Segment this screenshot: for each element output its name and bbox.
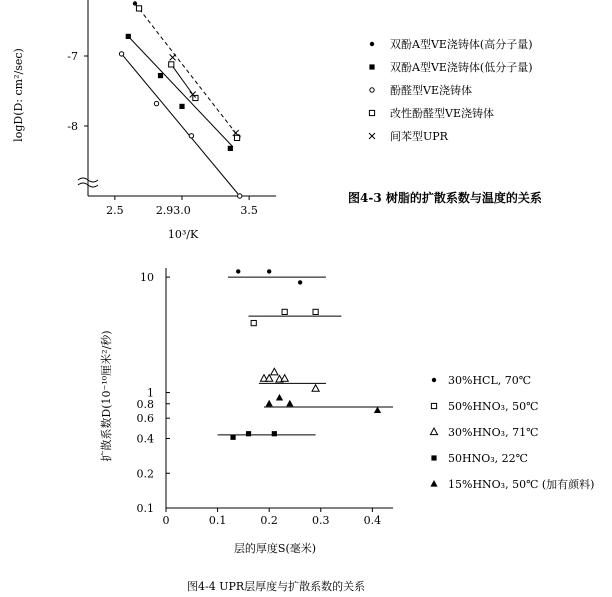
fig2-y-tick-label-0: 0.1 [136,502,154,515]
fig2-series-3-point-2 [272,431,277,436]
fig1-series-1-point-3-shape [228,146,233,151]
fig1-x-tick-label-0: 2.5 [106,204,124,217]
fig2-x-tick-label-1: 0.1 [208,514,227,527]
fig1-x-tick-extra-label-0: 2.9 [155,204,174,217]
fig1-series-2-point-0 [119,52,123,56]
fig1-series-2-point-3 [238,194,242,198]
fig1-series-3-point-3-shape [234,135,239,140]
fig2-x-ticks [163,508,382,527]
fig1-series-3-point-1-shape [169,62,174,67]
fig2-legend-marker-1 [431,403,436,408]
fig1-series-3-point-2-shape [193,95,198,100]
fig1-series-0-point-0 [133,1,137,5]
fig2-series-2-point-1-shape [266,375,273,382]
fig1-x-tick-label-1: 3.0 [173,204,191,217]
fig2-xlabel: 层的厚度S(毫米) [233,542,317,555]
fig2-x-tick-label-4: 0.4 [363,514,382,527]
fig2-series-2-point-4-shape [281,375,288,382]
fig2-series-1-point-0 [251,320,256,325]
fig1-series-2-point-0-shape [119,52,123,56]
fig1-title: 图4-3 树脂的扩散系数与温度的关系 [348,191,542,205]
fig1-data-points [119,1,242,198]
fig1-series-2-point-1 [154,101,158,105]
fig2-legend-label-4: 15%HNO₃, 50℃ (加有颜料) [448,478,595,491]
fig2-series-4-point-2-shape [286,400,293,407]
fig1-xlabel: 10³/K [167,228,199,241]
fig2-series-2-point-4 [281,375,288,382]
fig2-series-4-point-1 [276,394,283,401]
fig2-series-0-point-2 [298,280,302,284]
fig1-fit-line-0 [135,4,238,137]
fig2-title: 图4-4 UPR层厚度与扩散系数的关系 [187,580,366,593]
fig1-series-3-point-0-shape [136,6,141,11]
fig2-legend-label-3: 50HNO₃, 22℃ [448,452,528,465]
fig2-y-tick-label-1: 0.2 [136,467,154,481]
fig1-series-1-point-0 [126,34,131,39]
fig1-legend [369,37,533,143]
fig2-y-tick-label-5: 1 [147,386,154,400]
fig2-series-3-point-2-shape [272,431,277,436]
fig1-legend-marker-4 [369,133,375,139]
fig2-x-tick-label-2: 0.2 [260,514,278,527]
figure-4-4 [99,268,594,593]
fig1-series-2-point-2-shape [189,134,193,138]
fig1-series-1-point-1-shape [158,73,163,78]
fig1-legend-marker-0-shape [370,42,374,46]
fig2-series-3-point-0-shape [230,435,235,440]
fig1-legend-label-1: 双酚A型VE浇铸体(低分子量) [390,61,533,74]
fig1-legend-label-2: 酚醛型VE浇铸体 [390,84,472,97]
fig2-y-tick-label-6: 10 [140,271,154,285]
fig1-legend-label-3: 改性酚醛型VE浇铸体 [390,107,494,120]
fig1-legend-label-0: 双酚A型VE浇铸体(高分子量) [390,38,533,51]
fig2-series-2-point-1 [266,375,273,382]
fig2-legend-marker-3-shape [431,455,436,460]
fig2-series-1-point-1 [282,309,287,314]
fig2-legend-marker-4 [430,480,437,487]
fig2-series-0-point-0 [236,269,240,273]
fig1-x-tick-label-2: 3.5 [240,204,258,217]
fig1-legend-marker-2 [370,88,374,92]
fig1-series-2-point-1-shape [154,101,158,105]
fig1-series-2-point-3-shape [238,194,242,198]
fig1-legend-marker-1 [369,64,374,69]
fig1-series-2-point-2 [189,134,193,138]
fig2-legend-marker-2 [430,428,437,435]
fig2-legend-label-2: 30%HNO₃, 71℃ [448,426,539,439]
fig1-legend-marker-3-shape [369,110,374,115]
fig2-legend-label-1: 50%HNO₃, 50℃ [448,400,539,413]
fig2-ylabel: 扩散系数D(10⁻¹⁰厘米²/秒) [100,330,113,462]
fig2-series-2-point-5-shape [312,385,319,392]
fig2-data-points [230,269,381,440]
fig2-series-3-point-1 [246,431,251,436]
fig1-x-ticks [106,196,258,217]
fig1-series-3-point-0 [136,6,141,11]
fig2-series-2-point-2 [271,368,278,375]
fig1-series-1-point-1 [158,73,163,78]
fig2-series-0-point-0-shape [236,269,240,273]
fig1-ylabel: logD(D: cm²/sec) [12,48,25,142]
fig1-legend-marker-2-shape [370,88,374,92]
fig2-legend-marker-0 [432,378,436,382]
fig2-y-tick-label-4: 0.8 [136,397,154,411]
fig1-legend-marker-1-shape [369,64,374,69]
fig2-series-4-point-0-shape [266,400,273,407]
fig2-y-tick-label-2: 0.4 [136,432,154,446]
fig2-series-0-point-1 [267,269,271,273]
fig2-legend-marker-1-shape [431,403,436,408]
fig2-legend-marker-2-shape [430,428,437,435]
fig1-legend-marker-0 [370,42,374,46]
figure-4-3 [12,0,542,241]
fig2-series-3-point-1-shape [246,431,251,436]
fig2-series-2-point-2-shape [271,368,278,375]
fig2-series-0-point-2-shape [298,280,302,284]
fig2-y-ticks [137,271,171,515]
fig2-series-2-point-5 [312,385,319,392]
fig1-series-3-point-2 [193,95,198,100]
fig2-series-4-point-2 [286,400,293,407]
fig2-x-tick-label-3: 0.3 [312,514,330,527]
fig2-legend [430,374,594,491]
fig1-legend-marker-3 [369,110,374,115]
fig1-series-1-point-2 [179,104,184,109]
fig2-x-tick-label-0: 0 [162,514,170,527]
fig2-series-4-point-0 [266,400,273,407]
fig1-legend-label-4: 间苯型UPR [390,130,448,143]
fig2-legend-label-0: 30%HCL, 70℃ [448,374,532,387]
fig2-series-1-point-2-shape [313,309,318,314]
fig1-series-3-point-1 [169,62,174,67]
fig2-legend-marker-4-shape [430,480,437,487]
fig1-series-1-point-2-shape [179,104,184,109]
fig2-series-4-point-1-shape [276,394,283,401]
fig1-fit-line-1 [128,36,233,147]
fig2-series-1-point-2 [313,309,318,314]
fig2-series-0-point-1-shape [267,269,271,273]
fig1-fit-line-2 [122,54,240,196]
fig1-y-tick-label-1: -8 [67,120,78,133]
fig1-y-ticks [67,50,88,133]
fig1-fit-lines [122,4,240,197]
fig1-series-1-point-0-shape [126,34,131,39]
fig2-series-1-point-1-shape [282,309,287,314]
fig2-legend-marker-0-shape [432,378,436,382]
fig1-series-4-point-0 [170,54,176,60]
fig2-legend-marker-3 [431,455,436,460]
fig2-series-3-point-0 [230,435,235,440]
fig1-series-1-point-3 [228,146,233,151]
fig1-y-tick-label-0: -7 [67,50,78,63]
fig2-y-tick-label-3: 0.6 [136,412,154,426]
fig2-fit-lines [218,277,393,435]
fig1-series-0-point-0-shape [133,1,137,5]
fig2-series-1-point-0-shape [251,320,256,325]
fig1-series-3-point-3 [234,135,239,140]
